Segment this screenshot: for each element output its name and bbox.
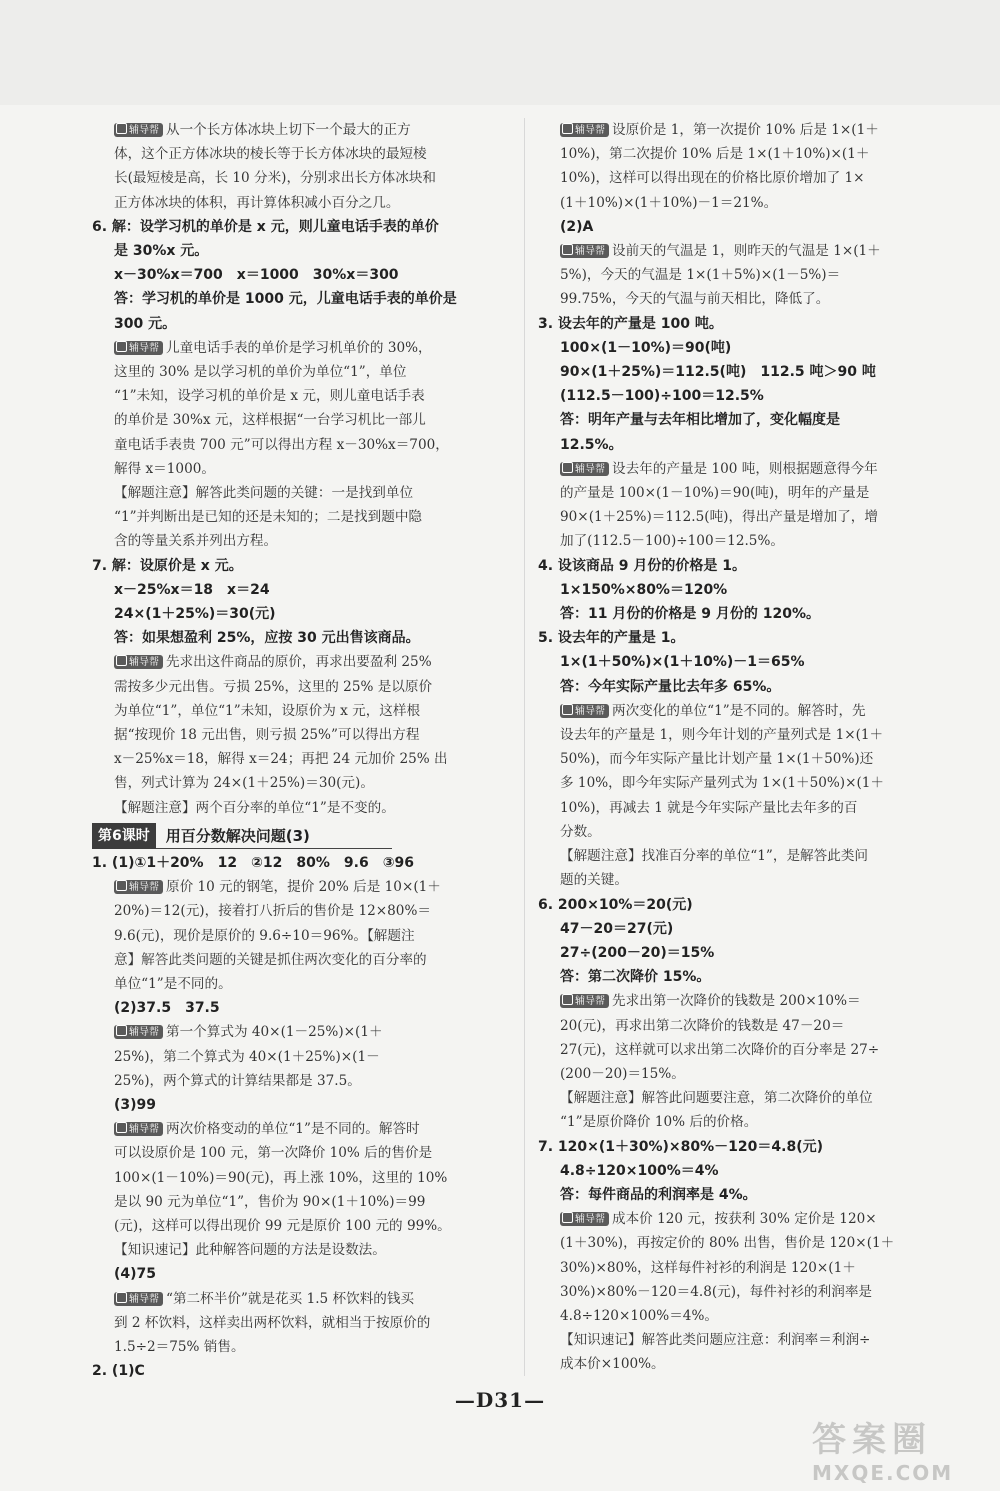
tutor-help-label: 辅导帮 xyxy=(575,246,605,258)
explanation-line xyxy=(538,166,950,190)
explanation-line xyxy=(538,1352,950,1376)
answer-line xyxy=(92,312,510,336)
line-text: 含的等量关系并列出方程。 xyxy=(114,533,278,550)
book-icon xyxy=(116,341,127,352)
tutor-note-line xyxy=(538,239,950,263)
line-text: 4. 设该商品 9 月份的价格是 1。 xyxy=(538,557,747,574)
explanation-line xyxy=(538,1086,950,1110)
line-text: (4)75 xyxy=(114,1266,157,1283)
line-text: 儿童电话手表的单价是学习机单价的 30%， xyxy=(166,339,432,356)
explanation-line xyxy=(538,1110,950,1134)
line-text: 3. 设去年的产量是 100 吨。 xyxy=(538,315,723,332)
explanation-line xyxy=(92,723,510,747)
answer-line xyxy=(92,578,510,602)
line-text: 的单价是 30%x 元，这样根据“一台学习机比一部儿 xyxy=(114,412,426,429)
line-text: 50%)，而今年实际产量比计划产量 1×(1＋50%)还 xyxy=(560,751,874,768)
book-icon xyxy=(116,655,127,666)
tutor-help-label: 辅导帮 xyxy=(129,1027,159,1039)
tutor-note-line xyxy=(92,1020,510,1044)
book-icon xyxy=(562,1212,573,1223)
line-text: 两次价格变动的单位“1”是不同的。解答时 xyxy=(166,1121,420,1138)
tutor-help-tag xyxy=(560,994,609,1008)
line-text: 需按多少元出售。亏损 25%，这里的 25% 是以原价 xyxy=(114,678,433,695)
line-text: 24×(1＋25%)＝30(元) xyxy=(114,606,276,623)
line-text: 可以设原价是 100 元，第一次降价 10% 后的售价是 xyxy=(114,1145,433,1162)
explanation-line xyxy=(92,457,510,481)
tutor-help-label: 辅导帮 xyxy=(575,705,605,717)
answer-line xyxy=(538,384,950,408)
tutor-help-label: 辅导帮 xyxy=(129,657,159,669)
line-text: 【解题注意】解答此类问题的关键：一是找到单位 xyxy=(114,485,414,502)
explanation-line xyxy=(92,481,510,505)
explanation-line xyxy=(92,796,510,820)
sub-answer-line xyxy=(92,996,510,1020)
line-text: 原价 10 元的钢笔，提价 20% 后是 10×(1＋ xyxy=(166,879,441,896)
explanation-line xyxy=(92,675,510,699)
book-icon xyxy=(116,123,127,134)
explanation-line xyxy=(92,1238,510,1262)
answer-line xyxy=(538,626,950,650)
answer-line xyxy=(538,941,950,965)
explanation-line xyxy=(92,166,510,190)
tutor-help-tag xyxy=(114,123,163,137)
explanation-line xyxy=(538,1304,950,1328)
line-text: (2)37.5 37.5 xyxy=(114,1000,220,1017)
tutor-note-line xyxy=(92,875,510,899)
line-text: 设去年的产量是 100 吨，则根据题意得今年 xyxy=(612,460,878,477)
explanation-line xyxy=(92,747,510,771)
line-text: 答：如果想盈利 25%，应按 30 元出售该商品。 xyxy=(114,630,420,647)
explanation-line xyxy=(92,699,510,723)
tutor-note-line xyxy=(92,336,510,360)
line-text: 1×(1＋50%)×(1＋10%)－1＝65% xyxy=(560,654,805,671)
tutor-help-tag xyxy=(114,655,163,669)
line-text: 单位“1”是不同的。 xyxy=(114,975,232,992)
line-text: 100×(1－10%)＝90(元)，再上涨 10%，这里的 10% xyxy=(114,1169,448,1186)
lesson-section-header xyxy=(92,824,392,849)
line-text: 27÷(200－20)＝15% xyxy=(560,944,715,961)
answer-line xyxy=(538,893,950,917)
answer-line xyxy=(538,675,950,699)
line-text: 设前天的气温是 1，则昨天的气温是 1×(1＋ xyxy=(612,243,881,260)
answer-line xyxy=(538,1183,950,1207)
line-text: 童电话手表贵 700 元”可以得出方程 x－30%x＝700， xyxy=(114,436,449,453)
line-text: 从一个长方体冰块上切下一个最大的正方 xyxy=(166,122,411,138)
tutor-note-line xyxy=(92,650,510,674)
tutor-note-line xyxy=(538,457,950,481)
line-text: 7. 解：设原价是 x 元。 xyxy=(92,557,243,574)
tutor-help-tag xyxy=(560,1212,609,1226)
line-text: 成本价 120 元，按获利 30% 定价是 120× xyxy=(612,1211,877,1228)
line-text: “1”是原价降价 10% 后的价格。 xyxy=(560,1114,758,1131)
explanation-line xyxy=(92,1190,510,1214)
line-text: 成本价×100%。 xyxy=(560,1356,665,1373)
explanation-line xyxy=(538,1328,950,1352)
line-text: 10%)，再减去 1 就是今年实际产量比去年多的百 xyxy=(560,799,858,816)
line-text: 加了(112.5－100)÷100＝12.5%。 xyxy=(560,533,784,550)
top-margin-band xyxy=(0,0,1000,105)
answer-line xyxy=(92,602,510,626)
page-number: —D31— xyxy=(454,1388,546,1412)
book-icon xyxy=(562,123,573,134)
line-text: 是 30%x 元。 xyxy=(114,243,209,260)
line-text: 30%)×80%－120＝4.8(元)，每件衬衫的利润率是 xyxy=(560,1283,873,1300)
answer-line xyxy=(538,965,950,989)
line-text: 【知识速记】解答此类问题应注意：利润率＝利润÷ xyxy=(560,1332,871,1349)
answer-line xyxy=(92,215,510,239)
line-text: (元)，这样可以得出现价 99 元是原价 100 元的 99%。 xyxy=(114,1217,451,1234)
tutor-help-label: 辅导帮 xyxy=(129,125,159,136)
line-text: “1”未知，设学习机的单价是 x 元，则儿童电话手表 xyxy=(114,388,425,405)
watermark-logo xyxy=(812,1412,980,1484)
explanation-line xyxy=(538,771,950,795)
line-text: “第二杯半价”就是花买 1.5 杯饮料的钱买 xyxy=(166,1290,415,1307)
explanation-line xyxy=(538,191,950,215)
line-text: 12.5%。 xyxy=(560,436,623,453)
book-icon xyxy=(116,1292,127,1303)
book-icon xyxy=(116,1025,127,1036)
line-text: 设去年的产量是 1，则今年计划的产量列式是 1×(1＋ xyxy=(560,727,884,744)
tutor-help-label: 辅导帮 xyxy=(575,125,605,136)
answer-line xyxy=(92,626,510,650)
line-text: 30%)×80%，这样每件衬衫的利润是 120×(1＋ xyxy=(560,1259,856,1276)
line-text: “1”并判断出是已知的还是未知的；二是找到题中隐 xyxy=(114,509,423,526)
explanation-line xyxy=(538,796,950,820)
line-text: 99.75%，今天的气温与前天相比，降低了。 xyxy=(560,291,830,308)
line-text: 20(元)，再求出第二次降价的钱数是 47－20＝ xyxy=(560,1017,845,1034)
left-column xyxy=(92,118,510,1383)
line-text: 分数。 xyxy=(560,823,601,840)
line-text: 【知识速记】此种解答问题的方法是设数法。 xyxy=(114,1242,386,1259)
answer-line xyxy=(538,602,950,626)
explanation-line xyxy=(92,142,510,166)
explanation-line xyxy=(92,1166,510,1190)
line-text: 的产量是 100×(1－10%)＝90(吨)，明年的产量是 xyxy=(560,485,870,502)
tutor-help-label: 辅导帮 xyxy=(575,463,605,475)
line-text: 6. 200×10%＝20(元) xyxy=(538,896,693,913)
book-icon xyxy=(116,880,127,891)
book-icon xyxy=(562,462,573,473)
explanation-line xyxy=(538,723,950,747)
line-text: 两次变化的单位“1”是不同的。解答时，先 xyxy=(612,702,866,719)
answer-line xyxy=(538,917,950,941)
answer-line xyxy=(538,650,950,674)
line-text: 【解题注意】两个百分率的单位“1”是不变的。 xyxy=(114,799,395,816)
tutor-note-line xyxy=(538,989,950,1013)
line-text: 到 2 杯饮料，这样卖出两杯饮料，就相当于按原价的 xyxy=(114,1314,431,1331)
line-text: 90×(1＋25%)＝112.5(吨)，得出产量是增加了，增 xyxy=(560,509,878,526)
line-text: 长(最短棱是高，长 10 分米)，分别求出长方体冰块和 xyxy=(114,170,437,187)
tutor-note-line xyxy=(538,118,950,142)
line-text: 1.5÷2＝75% 销售。 xyxy=(114,1338,245,1355)
line-text: 答：学习机的单价是 1000 元，儿童电话手表的单价是 xyxy=(114,291,457,308)
explanation-line xyxy=(92,1069,510,1093)
explanation-line xyxy=(538,1231,950,1255)
tutor-help-tag xyxy=(560,244,609,258)
tutor-help-label: 辅导帮 xyxy=(129,1124,159,1136)
lesson-badge: 第6课时 xyxy=(92,823,156,849)
explanation-line xyxy=(538,844,950,868)
line-text: 体，这个正方体冰块的棱长等于长方体冰块的最短棱 xyxy=(114,146,427,163)
watermark-text: 答案圈 xyxy=(812,1420,932,1460)
line-text: 100×(1－10%)＝90(吨) xyxy=(560,339,732,356)
line-text: 25%)，两个算式的计算结果都是 37.5。 xyxy=(114,1072,361,1089)
tutor-note-line xyxy=(538,1207,950,1231)
line-text: x－25%x＝18 x＝24 xyxy=(114,581,270,598)
explanation-line xyxy=(92,948,510,972)
line-text: 【解题注意】找准百分率的单位“1”，是解答此类问 xyxy=(560,848,869,865)
line-text: 10%)，这样可以得出现在的价格比原价增加了 1× xyxy=(560,170,865,187)
explanation-line xyxy=(92,384,510,408)
line-text: 90×(1＋25%)＝112.5(吨) 112.5 吨＞90 吨 xyxy=(560,364,876,381)
answer-line xyxy=(92,554,510,578)
line-text: 先求出这件商品的原价，再求出要盈利 25% xyxy=(166,654,432,671)
tutor-help-tag xyxy=(114,341,163,355)
line-text: 为单位“1”，单位“1”未知，设原价为 x 元，这样根 xyxy=(114,702,421,719)
tutor-help-tag xyxy=(114,1292,163,1306)
line-text: 是以 90 元为单位“1”，售价为 90×(1＋10%)＝99 xyxy=(114,1193,426,1210)
tutor-help-tag xyxy=(114,1122,163,1136)
tutor-help-tag xyxy=(560,704,609,718)
tutor-note-line xyxy=(92,118,510,142)
answer-line xyxy=(538,312,950,336)
line-text: 2. (1)C xyxy=(92,1363,145,1380)
line-text: (1＋30%)，再按定价的 80% 出售，售价是 120×(1＋ xyxy=(560,1235,895,1252)
explanation-line xyxy=(92,191,510,215)
answer-line xyxy=(92,239,510,263)
line-text: 【解题注意】解答此问题要注意，第二次降价的单位 xyxy=(560,1090,873,1107)
book-icon xyxy=(562,244,573,255)
line-text: 5%)，今天的气温是 1×(1＋5%)×(1－5%)＝ xyxy=(560,267,841,284)
line-text: 4.8÷120×100%＝4% xyxy=(560,1162,719,1179)
line-text: 答：11 月份的价格是 9 月份的 120%。 xyxy=(560,606,820,623)
explanation-line xyxy=(92,1335,510,1359)
explanation-line xyxy=(538,1280,950,1304)
line-text: 4.8÷120×100%＝4%。 xyxy=(560,1307,718,1324)
explanation-line xyxy=(92,1141,510,1165)
answer-line xyxy=(92,287,510,311)
line-text: 7. 120×(1＋30%)×80%－120＝4.8(元) xyxy=(538,1138,823,1155)
answer-line xyxy=(538,578,950,602)
line-text: 先求出第一次降价的钱数是 200×10%＝ xyxy=(612,993,861,1010)
explanation-line xyxy=(538,287,950,311)
explanation-line xyxy=(538,505,950,529)
explanation-line xyxy=(92,899,510,923)
explanation-line xyxy=(538,142,950,166)
tutor-help-tag xyxy=(114,1025,163,1039)
line-text: x－30%x＝700 x＝1000 30%x＝300 xyxy=(114,267,399,284)
line-text: 1. (1)①1＋20% 12 ②12 80% 9.6 ③96 xyxy=(92,854,415,871)
answer-line xyxy=(538,408,950,432)
explanation-line xyxy=(92,972,510,996)
line-text: 这里的 30% 是以学习机的单价为单位“1”，单位 xyxy=(114,364,407,381)
explanation-line xyxy=(538,868,950,892)
explanation-line xyxy=(92,771,510,795)
line-text: x－25%x＝18，解得 x＝24；再把 24 元加价 25% 出 xyxy=(114,751,448,768)
explanation-line xyxy=(538,1256,950,1280)
explanation-line xyxy=(538,529,950,553)
explanation-line xyxy=(92,1045,510,1069)
tutor-help-tag xyxy=(560,462,609,476)
line-text: 6. 解：设学习机的单价是 x 元，则儿童电话手表的单价 xyxy=(92,218,439,235)
explanation-line xyxy=(92,408,510,432)
explanation-line xyxy=(92,360,510,384)
line-text: 售，列式计算为 24×(1＋25%)＝30(元)。 xyxy=(114,775,374,792)
book-icon xyxy=(562,704,573,715)
explanation-line xyxy=(538,1062,950,1086)
watermark-url: MXQE.COM xyxy=(812,1461,954,1485)
answer-line xyxy=(538,1159,950,1183)
answer-line xyxy=(92,1359,510,1383)
line-text: 5. 设去年的产量是 1。 xyxy=(538,630,685,647)
explanation-line xyxy=(92,529,510,553)
line-text: 题的关键。 xyxy=(560,872,628,889)
explanation-line xyxy=(92,1311,510,1335)
tutor-help-label: 辅导帮 xyxy=(575,996,605,1008)
column-divider xyxy=(524,118,525,1376)
explanation-line xyxy=(538,481,950,505)
explanation-line xyxy=(92,505,510,529)
explanation-line xyxy=(538,1014,950,1038)
line-text: 47－20＝27(元) xyxy=(560,920,674,937)
line-text: 25%)，第二个算式为 40×(1＋25%)×(1－ xyxy=(114,1048,380,1065)
lesson-title: 用百分数解决问题(3) xyxy=(165,826,310,845)
explanation-line xyxy=(538,747,950,771)
tutor-note-line xyxy=(92,1117,510,1141)
line-text: 10%)，第二次提价 10% 后是 1×(1＋10%)×(1＋ xyxy=(560,146,870,163)
tutor-help-tag xyxy=(560,123,609,137)
answer-line xyxy=(92,851,510,875)
tutor-help-tag xyxy=(114,880,163,894)
answer-line xyxy=(538,554,950,578)
tutor-help-label: 辅导帮 xyxy=(129,882,159,894)
sub-answer-line xyxy=(92,1093,510,1117)
line-text: (2)A xyxy=(560,218,594,235)
tutor-note-line xyxy=(92,1287,510,1311)
line-text: 1×150%×80%＝120% xyxy=(560,581,728,598)
tutor-help-label: 辅导帮 xyxy=(129,1293,159,1305)
tutor-note-line xyxy=(538,699,950,723)
line-text: 9.6(元)，现价是原价的 9.6÷10＝96%。【解题注 xyxy=(114,927,415,944)
answer-line xyxy=(538,433,950,457)
line-text: 300 元。 xyxy=(114,315,177,332)
book-icon xyxy=(116,1122,127,1133)
line-text: 答：今年实际产量比去年多 65%。 xyxy=(560,678,781,695)
explanation-line xyxy=(92,1214,510,1238)
explanation-line xyxy=(538,820,950,844)
answer-line xyxy=(538,336,950,360)
line-text: 27(元)，这样就可以求出第二次降价的百分率是 27÷ xyxy=(560,1041,880,1058)
sub-answer-line xyxy=(92,1262,510,1286)
answer-line xyxy=(92,263,510,287)
tutor-help-label: 辅导帮 xyxy=(575,1214,605,1226)
line-text: 多 10%，即今年实际产量列式为 1×(1＋50%)×(1＋ xyxy=(560,775,885,792)
line-text: (112.5－100)÷100＝12.5% xyxy=(560,388,764,405)
right-column xyxy=(538,118,950,1377)
line-text: 解得 x＝1000。 xyxy=(114,460,215,477)
line-text: (3)99 xyxy=(114,1096,157,1113)
line-text: 答：每件商品的利润率是 4%。 xyxy=(560,1186,757,1203)
line-text: 第一个算式为 40×(1－25%)×(1＋ xyxy=(166,1024,383,1041)
explanation-line xyxy=(92,924,510,948)
sub-answer-line xyxy=(538,215,950,239)
line-text: 答：第二次降价 15%。 xyxy=(560,969,711,986)
line-text: (200－20)＝15%。 xyxy=(560,1065,685,1082)
explanation-line xyxy=(92,433,510,457)
line-text: (1＋10%)×(1＋10%)－1＝21%。 xyxy=(560,194,778,211)
line-text: 设原价是 1，第一次提价 10% 后是 1×(1＋ xyxy=(612,122,879,138)
tutor-help-label: 辅导帮 xyxy=(129,342,159,354)
answer-line xyxy=(538,1135,950,1159)
book-icon xyxy=(562,994,573,1005)
line-text: 意】解答此类问题的关键是抓住两次变化的百分率的 xyxy=(114,951,427,968)
line-text: 20%)＝12(元)，接着打八折后的售价是 12×80%＝ xyxy=(114,903,431,920)
explanation-line xyxy=(538,1038,950,1062)
explanation-line xyxy=(538,263,950,287)
line-text: 据“按现价 18 元出售，则亏损 25%”可以得出方程 xyxy=(114,727,420,744)
line-text: 正方体冰块的体积，再计算体积减小百分之几。 xyxy=(114,194,400,211)
answer-line xyxy=(538,360,950,384)
line-text: 答：明年产量与去年相比增加了，变化幅度是 xyxy=(560,412,840,429)
